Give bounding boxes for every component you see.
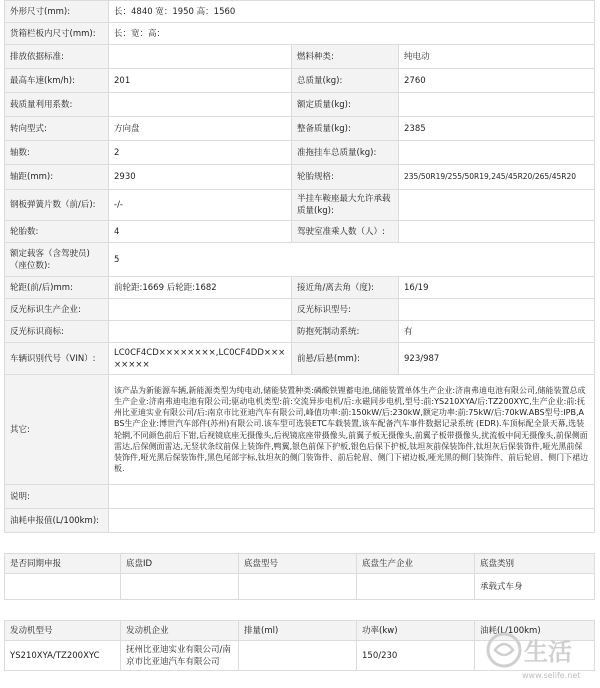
- spec-row: [5, 343, 595, 375]
- vin-label: 车辆识别代号（VIN）:: [5, 343, 109, 375]
- vin-value: LC0CF4CD××××××××,LC0CF4DD××××××××: [109, 343, 292, 375]
- spec-row: [5, 277, 595, 299]
- reflect-model-label: 反光标识型号:: [292, 299, 399, 321]
- spec-row: [5, 375, 595, 485]
- tires-value: 4: [109, 221, 292, 243]
- curb-label: 整备质量(kg):: [292, 117, 399, 141]
- spec-row: [5, 93, 595, 117]
- angle-label: 接近角/离去角（度):: [292, 277, 399, 299]
- speed-value: 201: [109, 69, 292, 93]
- trailer-label: 准拖挂车总质量(kg):: [292, 141, 399, 165]
- steering-value: 方向盘: [109, 117, 292, 141]
- rated-load-value: [399, 93, 595, 117]
- other-value: 该产品为新能源车辆,新能源类型为纯电动,储能装置种类:磷酸铁锂蓄电池,储能装置单体生产企业:济南弗迪电池有限公司,储能装置总成生产企业:济南弗迪电池有限公司;驱动电机类型:前:交流异步电机/后:永磁同步电机,型号:前:YS210XYA/后:TZ200XYC,生产企业:前:抚州比亚迪实业有限公司/后:南京市比亚迪汽车有限公司,峰值功率:前:150kW/后:230kW,额定功率:前:75kW/后:70kW.ABS型号:IPB,ABS生产企业:博世汽车部件(苏州)有限公司.该车型可选装ETC车载装置,该车配备汽车事件数据记录系统 (EDR).车顶标配全景天幕,选装轮辋,不同颜色前后下钳,后视镜底座无摄像头,后视镜底座带摄像头,前翼子板无摄像头,前翼子板带摄像头,扰流板中间无摄像头,前保侧面雷达,后保侧面雷达,无竖状条纹前保上装饰件,鸭翼,银色前保下护板,银色后保下护板,钛坦灰前保装饰件,钛坦灰后保装饰件,哑光黑前保装饰件,哑光黑后保装饰件,黑色尾部字标,钛坦灰的侧门装饰件、前后轮眉、侧门下裙边板,哑光黑的侧门装饰件、前后轮眉、侧门下裙边板.: [109, 375, 595, 485]
- engine-header-cell: 发动机企业: [121, 621, 239, 641]
- dims-value: 长：4840 宽：1950 高：1560: [109, 1, 595, 23]
- cargo-value: 长：宽：高：: [109, 23, 595, 45]
- spec-row: [5, 117, 595, 141]
- spec-row: [5, 485, 595, 509]
- wheelbase-label: 轴距(mm):: [5, 165, 109, 190]
- engine-cell: [239, 641, 357, 671]
- chassis-data-row: [5, 574, 595, 600]
- cab-label: 驾驶室准乘人数（人）:: [292, 221, 399, 243]
- tire-label: 轮胎规格:: [292, 165, 399, 190]
- spec-table: [4, 0, 595, 533]
- emission-label: 排放依据标准:: [5, 45, 109, 69]
- steering-label: 转向型式:: [5, 117, 109, 141]
- spec-row: [5, 165, 595, 190]
- angle-value: 16/19: [399, 277, 595, 299]
- trailer-value: [399, 141, 595, 165]
- spec-row: [5, 221, 595, 243]
- spring-label: 钢板弹簧片数（前/后):: [5, 190, 109, 221]
- spec-row: [5, 23, 595, 45]
- overhang-label: 前悬/后悬(mm):: [292, 343, 399, 375]
- chassis-cell: [121, 574, 239, 600]
- spec-row: [5, 1, 595, 23]
- spec-row: [5, 243, 595, 277]
- emission-value: [109, 45, 292, 69]
- chassis-header-cell: 底盘ID: [121, 554, 239, 574]
- speed-label: 最高车速(km/h):: [5, 69, 109, 93]
- track-label: 轮距(前/后)mm:: [5, 277, 109, 299]
- engine-cell: 150/230: [357, 641, 475, 671]
- reflect-brand-value: [109, 321, 292, 343]
- desc-value: [109, 485, 595, 509]
- watermark-icon: [488, 634, 520, 666]
- chassis-header-cell: 是否同期申报: [5, 554, 121, 574]
- chassis-cell: 承载式车身: [475, 574, 595, 600]
- mass-label: 总质量(kg):: [292, 69, 399, 93]
- chassis-cell: [357, 574, 475, 600]
- abs-label: 防抱死制动系统:: [292, 321, 399, 343]
- load-coef-label: 载质量利用系数:: [5, 93, 109, 117]
- overhang-value: 923/987: [399, 343, 595, 375]
- abs-value: 有: [399, 321, 595, 343]
- watermark-text: 生活: [524, 638, 572, 666]
- axles-label: 轴数:: [5, 141, 109, 165]
- mass-value: 2760: [399, 69, 595, 93]
- spec-row: [5, 45, 595, 69]
- reflect-mfr-value: [109, 299, 292, 321]
- watermark-logo: [484, 626, 596, 684]
- desc-label: 说明:: [5, 485, 109, 509]
- engine-header-cell: 油耗(L/100km): [475, 621, 595, 641]
- cargo-label: 货箱栏板内尺寸(mm):: [5, 23, 109, 45]
- tires-label: 轮胎数:: [5, 221, 109, 243]
- curb-value: 2385: [399, 117, 595, 141]
- spec-row: [5, 321, 595, 343]
- tire-value: 235/50R19/255/50R19,245/45R20/265/45R20: [399, 165, 595, 190]
- engine-cell: 抚州比亚迪实业有限公司/南京市比亚迪汽车有限公司: [121, 641, 239, 671]
- chassis-header-cell: 底盘类别: [475, 554, 595, 574]
- chassis-cell: [5, 574, 121, 600]
- reflect-brand-label: 反光标识商标:: [5, 321, 109, 343]
- fuel-app-label: 油耗申报值(L/100km):: [5, 509, 109, 533]
- engine-header-cell: 发动机型号: [5, 621, 121, 641]
- dims-label: 外形尺寸(mm):: [5, 1, 109, 23]
- spec-row: [5, 299, 595, 321]
- watermark-url: www.selife.net: [522, 671, 581, 680]
- chassis-header-cell: 底盘型号: [239, 554, 357, 574]
- seats-value: 5: [109, 243, 595, 277]
- track-value: 前轮距:1669 后轮距:1682: [109, 277, 292, 299]
- reflect-mfr-label: 反光标识生产企业:: [5, 299, 109, 321]
- load-coef-value: [109, 93, 292, 117]
- chassis-header-cell: 底盘生产企业: [357, 554, 475, 574]
- seats-label: 额定载客（含驾驶员)（座位数):: [5, 243, 109, 277]
- spec-row: [5, 69, 595, 93]
- wheelbase-value: 2930: [109, 165, 292, 190]
- engine-header-cell: 排量(ml): [239, 621, 357, 641]
- engine-cell: YS210XYA/TZ200XYC: [5, 641, 121, 671]
- cab-value: [399, 221, 595, 243]
- axles-value: 2: [109, 141, 292, 165]
- engine-header-cell: 功率(kw): [357, 621, 475, 641]
- fuel-label: 燃料种类:: [292, 45, 399, 69]
- fuel-value: 纯电动: [399, 45, 595, 69]
- fuel-app-value: [109, 509, 595, 533]
- chassis-header-row: [5, 554, 595, 574]
- reflect-model-value: [399, 299, 595, 321]
- rated-load-label: 额定质量(kg):: [292, 93, 399, 117]
- chassis-table: [4, 553, 595, 600]
- saddle-label: 半挂车鞍座最大允许承载质量(kg):: [292, 190, 399, 221]
- chassis-cell: [239, 574, 357, 600]
- spring-value: -/-: [109, 190, 292, 221]
- spec-row: [5, 190, 595, 221]
- saddle-value: [399, 190, 595, 221]
- spec-row: [5, 141, 595, 165]
- spec-row: [5, 509, 595, 533]
- other-label: 其它:: [5, 375, 109, 485]
